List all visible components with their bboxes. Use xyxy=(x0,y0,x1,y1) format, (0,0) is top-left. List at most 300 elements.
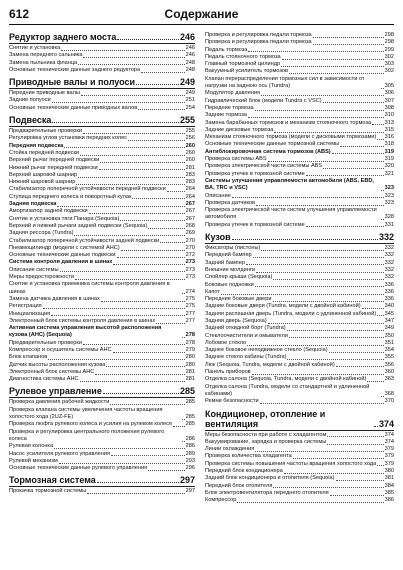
toc-entry-page: 320 xyxy=(384,163,394,170)
toc-entry-title: Антиблокировочная система тормозов (ABS) xyxy=(205,148,331,155)
dot-leader xyxy=(329,352,384,353)
dot-leader xyxy=(182,337,185,338)
toc-entry-page: 381 xyxy=(384,475,394,482)
toc-entry xyxy=(205,398,394,405)
toc-entry-page: 307 xyxy=(384,97,394,104)
dot-leader xyxy=(52,102,185,103)
toc-entry-page: 385 xyxy=(384,489,394,496)
toc-entry xyxy=(205,490,394,497)
toc-entry-page: 260 xyxy=(185,142,195,149)
toc-entry-page: 316 xyxy=(384,134,394,141)
dot-leader xyxy=(138,109,184,110)
toc-entry xyxy=(205,376,394,383)
dot-leader xyxy=(377,315,383,316)
toc-entry-page: 332 xyxy=(384,245,394,252)
toc-entry-page: 349 xyxy=(384,325,394,332)
toc-entry-title: Снятие и установка тяги Панара (Sequoia) xyxy=(9,215,120,222)
dot-leader xyxy=(273,279,383,280)
toc-entry-title: Передний бампер xyxy=(205,252,252,259)
toc-entry-title: Кузов xyxy=(205,232,231,243)
toc-entry xyxy=(205,303,394,310)
dot-leader xyxy=(110,404,184,405)
toc-entry xyxy=(205,260,394,267)
dot-leader xyxy=(54,448,185,449)
toc-entry-title: Проверка датчиков xyxy=(205,199,256,206)
toc-entry-page: 328 xyxy=(384,214,394,221)
toc-section xyxy=(205,232,394,242)
toc-entry-title: Предварительные проверки xyxy=(9,128,82,135)
toc-entry-page: 345 xyxy=(384,310,394,317)
toc-entry-title: Пневмоцилиндр (модели с системой AHC) xyxy=(9,244,120,251)
toc-entry xyxy=(205,32,394,39)
toc-entry-page: 332 xyxy=(384,252,394,259)
dot-leader xyxy=(255,451,383,452)
toc-entry-page: 268 xyxy=(185,222,195,229)
toc-entry xyxy=(9,274,195,281)
toc-entry xyxy=(205,105,394,112)
toc-entry-title: Блок клапанов xyxy=(9,354,48,361)
toc-entry-page: 279 xyxy=(185,346,195,353)
dot-leader xyxy=(141,72,185,73)
toc-entry xyxy=(9,354,195,361)
toc-entry xyxy=(205,439,394,446)
toc-entry-title: Система контроля давления в шинах xyxy=(9,259,113,266)
toc-entry-title: Люк (Sequoia, Tundra, модели с двойной кабиной) xyxy=(205,361,335,368)
dot-leader xyxy=(381,219,384,220)
dot-leader xyxy=(160,242,185,243)
dot-leader xyxy=(59,463,185,464)
dot-leader xyxy=(52,122,179,123)
toc-entry-page: 267 xyxy=(185,208,195,215)
section-rule xyxy=(9,88,195,89)
toc-entry-page: 351 xyxy=(384,339,394,346)
toc-entry-title: Проверка и регулировка педали тормоза xyxy=(205,39,312,46)
page-header xyxy=(9,6,394,25)
dot-leader xyxy=(100,162,184,163)
toc-entry xyxy=(9,216,195,223)
toc-entry-page: 260 xyxy=(185,157,195,164)
dot-leader xyxy=(43,308,185,309)
toc-entry-page: 285 xyxy=(179,386,195,397)
toc-entry-title: Основные технические данные тормозной системы xyxy=(205,141,340,148)
toc-entry xyxy=(205,98,394,105)
dot-leader xyxy=(287,359,383,360)
dot-leader xyxy=(306,175,384,176)
dot-leader xyxy=(323,102,384,103)
toc-column-right xyxy=(205,32,394,505)
toc-entry xyxy=(205,497,394,504)
dot-leader xyxy=(83,344,185,345)
toc-entry-title: Замена барабанных тормозов и механизм стояночного тормоза xyxy=(205,119,372,126)
toc-entry-title: Вакуумный усилитель тормозов xyxy=(205,68,288,75)
toc-entry-page: 302 xyxy=(384,68,394,75)
dot-leader xyxy=(113,352,185,353)
toc-entry-page: 370 xyxy=(384,398,394,405)
toc-entry-page: 297 xyxy=(179,475,195,486)
dot-leader xyxy=(274,132,383,133)
toc-entry-title: Лобовое стекло xyxy=(205,339,247,346)
toc-entry-page: 321 xyxy=(384,170,394,177)
toc-entry-page: 256 xyxy=(185,135,195,142)
toc-entry-page: 277 xyxy=(185,310,195,317)
toc-entry-title: Задняя подвеска xyxy=(9,201,57,208)
dot-leader xyxy=(247,345,384,346)
toc-entry-page: 379 xyxy=(384,460,394,467)
toc-entry-page: 267 xyxy=(185,215,195,222)
toc-entry-page: 355 xyxy=(384,354,394,361)
toc-entry xyxy=(9,90,195,97)
toc-entry-title: Рулевая колонка xyxy=(9,443,54,450)
toc-entry-title: Проверка системы ABS xyxy=(205,156,267,163)
toc-entry-title: Спойлер крыши (Sequoia) xyxy=(205,274,273,281)
toc-entry-page: 305 xyxy=(384,83,394,90)
toc-entry xyxy=(205,207,394,222)
toc-entry-page: 323 xyxy=(384,199,394,206)
toc-entry-page: 331 xyxy=(384,221,394,228)
toc-entry xyxy=(9,97,195,104)
toc-entry-page: 270 xyxy=(185,244,195,251)
toc-entry-page: 273 xyxy=(185,274,195,281)
toc-entry-page: 249 xyxy=(179,77,195,88)
toc-entry-title: Проверка утечек в тормозной системе xyxy=(205,221,305,228)
toc-entry-page: 380 xyxy=(384,468,394,475)
dot-leader xyxy=(99,169,185,170)
toc-entry-title: Основные технические данные рулевого управления xyxy=(9,465,148,472)
toc-entry-title: Верхний рычаг передней подвески xyxy=(9,157,100,164)
section-rule xyxy=(9,126,195,127)
toc-entry-title: Передний блок кондиционера xyxy=(205,468,283,475)
dot-leader xyxy=(256,272,384,273)
toc-entry-title: Стойка передней подвески xyxy=(9,149,80,156)
toc-entry xyxy=(9,157,195,164)
toc-entry-page: 283 xyxy=(185,171,195,178)
toc-entry-page: 255 xyxy=(185,128,195,135)
toc-entry-page: 323 xyxy=(384,185,394,192)
toc-entry xyxy=(205,289,394,296)
toc-entry-page: 379 xyxy=(384,446,394,453)
toc-entry-page: 275 xyxy=(185,303,195,310)
toc-entry-page: 286 xyxy=(185,443,195,450)
dot-leader xyxy=(323,168,384,169)
toc-entry-title: Заднее боковое неподвижное стекло (Sequoia) xyxy=(205,347,328,354)
toc-entry-page: 332 xyxy=(384,274,394,281)
toc-entry-page: 332 xyxy=(384,266,394,273)
toc-section xyxy=(9,115,195,125)
dot-leader xyxy=(381,190,384,191)
toc-entry-title: Предварительные проверки xyxy=(9,339,82,346)
toc-entry-title: Задний откидной борт (Tundra) xyxy=(205,325,286,332)
toc-entry-title: Механизм стояночного тормоза (модели с дисковыми тормозами) xyxy=(205,134,377,141)
toc-entry xyxy=(205,252,394,259)
toc-entry-page: 340 xyxy=(384,303,394,310)
toc-entry-page: 374 xyxy=(378,418,394,429)
toc-entry-title: Главный тормозной цилиндр xyxy=(205,61,281,68)
toc-subsection xyxy=(9,143,195,150)
toc-entry xyxy=(205,274,394,281)
toc-entry-page: 278 xyxy=(185,339,195,346)
toc-entry-page: 319 xyxy=(384,156,394,163)
toc-entry-title: Модулятор давления xyxy=(205,90,261,97)
dot-leader xyxy=(381,396,384,397)
toc-entry xyxy=(205,193,394,200)
toc-entry xyxy=(205,446,394,453)
toc-entry xyxy=(9,318,195,325)
toc-entry-page: 310 xyxy=(384,112,394,119)
dot-leader xyxy=(78,64,185,65)
toc-entry-page: 246 xyxy=(185,45,195,51)
toc-section xyxy=(9,77,195,87)
toc-entry-title: Отделка салона (Tundra, модели со стандартной и удлиненной кабинами) xyxy=(205,383,370,397)
dot-leader xyxy=(377,465,383,466)
dot-leader xyxy=(57,206,184,207)
dot-leader xyxy=(327,444,383,445)
toc-entry xyxy=(9,252,195,259)
dot-leader xyxy=(268,323,384,324)
toc-entry xyxy=(9,60,195,67)
toc-entry-title: Передние приводные валы xyxy=(9,90,80,97)
toc-entry-title: Тормозная система xyxy=(9,475,96,486)
toc-entry-title: Задняя дверь (Sequoia) xyxy=(205,317,267,324)
toc-entry xyxy=(205,340,394,347)
toc-entry-page: 350 xyxy=(384,332,394,339)
toc-entry-page: 386 xyxy=(384,497,394,504)
toc-entry-page: 286 xyxy=(185,435,195,442)
toc-entry xyxy=(205,311,394,318)
toc-entry-page: 323 xyxy=(384,192,394,199)
toc-entry-page: 299 xyxy=(384,46,394,53)
toc-entry-page: 313 xyxy=(384,119,394,126)
toc-entry-title: Проверка электрической части системы ABS xyxy=(205,163,323,170)
page-number: 612 xyxy=(9,7,30,21)
dot-leader xyxy=(330,495,384,496)
dot-leader xyxy=(232,239,378,240)
toc-entry-page: 281 xyxy=(185,376,195,383)
dot-leader xyxy=(121,250,185,251)
toc-entry-title: Проверка давления рабочей жидкости xyxy=(9,399,110,406)
toc-entry-title: Вакуумирование, зарядка и проверка системы xyxy=(205,438,327,445)
toc-entry xyxy=(9,135,195,142)
dot-leader xyxy=(293,458,384,459)
toc-entry-page: 260 xyxy=(185,149,195,156)
toc-entry-title: Редуктор заднего моста xyxy=(9,32,117,42)
toc-entry-title: Проверка электрической части систем улучшения управляемости автомобиля xyxy=(205,207,377,221)
toc-entry-page: 285 xyxy=(185,421,195,428)
toc-entry-page: 379 xyxy=(384,453,394,460)
toc-entry-page: 246 xyxy=(185,52,195,59)
toc-entry-page: 255 xyxy=(179,115,195,126)
toc-entry-title: Активная система управления высотой расположения кузова (AHC) (Sequoia) xyxy=(9,325,162,339)
toc-entry-title: Проверка системы повышения частоты вращения холостого хода xyxy=(205,460,377,467)
dot-leader xyxy=(61,50,184,51)
toc-entry-page: 280 xyxy=(185,361,195,368)
toc-entry-title: Кондиционер, отопление и вентиляция xyxy=(205,408,326,429)
toc-entry xyxy=(205,347,394,354)
dot-leader xyxy=(173,426,185,427)
toc-entry-page: 264 xyxy=(185,186,195,193)
toc-entry-title: Фиксаторы (пистоны) xyxy=(205,245,261,252)
toc-entry-page: 280 xyxy=(185,354,195,361)
toc-entry-page: 272 xyxy=(185,252,195,259)
dot-leader xyxy=(313,37,384,38)
dot-leader xyxy=(273,301,384,302)
toc-entry xyxy=(205,76,394,91)
toc-entry xyxy=(205,171,394,178)
toc-entry xyxy=(9,340,195,347)
toc-entry-title: Замена пыльника фланца xyxy=(9,59,78,66)
toc-entry-title: Отделка салона (Sequoia, Tundra, модели с двойной кабиной) xyxy=(205,376,367,383)
toc-entry-title: Проверка и регулировка педали тормоза xyxy=(205,32,312,38)
toc-entry-title: Меры предосторожности xyxy=(9,274,75,281)
toc-entry-title: Педаль тормоза xyxy=(205,46,248,53)
toc-entry xyxy=(9,67,195,74)
dot-leader xyxy=(367,381,383,382)
toc-entry xyxy=(9,223,195,230)
toc-section xyxy=(205,409,394,429)
toc-entry-page: 273 xyxy=(185,259,195,266)
dot-leader xyxy=(261,95,384,96)
dot-leader xyxy=(248,117,384,118)
toc-entry-page: 384 xyxy=(384,482,394,489)
toc-entry-title: Проверка утечек в тормозной системе xyxy=(205,170,305,177)
toc-entry-title: Ступица переднего колеса и поворотный кулак xyxy=(9,193,132,200)
dot-leader xyxy=(87,493,184,494)
toc-entry xyxy=(9,347,195,354)
toc-entry xyxy=(9,186,195,193)
toc-entry-title: Передние тормоза xyxy=(205,104,254,111)
toc-entry-title: Задняя рессора (Tundra) xyxy=(9,230,74,237)
toc-section xyxy=(9,32,195,42)
section-rule xyxy=(205,430,394,431)
dot-leader xyxy=(111,455,185,456)
toc-entry-title: Верхний и нижний рычаги задней подвески (Sequoia) xyxy=(9,222,148,229)
dot-leader xyxy=(81,95,185,96)
toc-entry-page: 296 xyxy=(185,465,195,472)
toc-section xyxy=(9,386,195,396)
dot-leader xyxy=(237,502,383,503)
toc-entry xyxy=(9,311,195,318)
dot-leader xyxy=(289,73,384,74)
toc-entry-page: 248 xyxy=(185,66,195,73)
dot-leader xyxy=(289,337,384,338)
toc-entry-page: 269 xyxy=(185,230,195,237)
dot-leader xyxy=(255,110,384,111)
toc-subsection xyxy=(9,325,195,340)
toc-subsection xyxy=(205,149,394,156)
toc-entry xyxy=(9,281,195,296)
toc-entry-title: Прокачка тормозной системы xyxy=(9,488,87,495)
dot-leader xyxy=(64,147,184,148)
toc-entry-title: Компрессор xyxy=(205,497,237,504)
toc-entry-title: Насос усилителя рулевого управления xyxy=(9,450,110,457)
toc-entry xyxy=(205,68,394,75)
toc-entry xyxy=(9,194,195,201)
dot-leader xyxy=(256,205,384,206)
toc-entry-title: Инициализация xyxy=(9,310,51,317)
dot-leader xyxy=(117,257,185,258)
toc-entry-page: 248 xyxy=(185,59,195,66)
toc-entry-page: 281 xyxy=(185,164,195,171)
dot-leader xyxy=(80,155,185,156)
dot-leader xyxy=(248,51,383,52)
toc-entry-title: Диагностика системы AHC xyxy=(9,376,79,383)
toc-entry xyxy=(205,483,394,490)
dot-leader xyxy=(273,487,383,488)
toc-entry xyxy=(9,458,195,465)
toc-entry xyxy=(9,303,195,310)
toc-entry-title: Линии охлаждения xyxy=(205,446,255,453)
toc-entry xyxy=(205,120,394,127)
toc-entry xyxy=(9,451,195,458)
toc-entry-title: Описание системы xyxy=(9,266,59,273)
toc-entry xyxy=(9,52,195,59)
toc-entry-page: 254 xyxy=(185,104,195,111)
dot-leader xyxy=(78,177,185,178)
toc-entry-title: Задний блок кондиционера и отопителя (Sequoia) xyxy=(205,475,335,482)
toc-entry-title: Задний бампер xyxy=(205,259,245,266)
toc-entry xyxy=(205,362,394,369)
dot-leader xyxy=(221,294,384,295)
toc-entry-title: Задние полуоси xyxy=(9,97,51,104)
toc-entry-page: 267 xyxy=(185,201,195,208)
dot-leader xyxy=(132,198,184,199)
dot-leader xyxy=(336,480,384,481)
toc-entry-page: 374 xyxy=(384,438,394,445)
dot-leader xyxy=(148,228,184,229)
toc-entry-title: Стабилизатор поперечной устойчивости передней подвески xyxy=(9,186,166,193)
toc-entry xyxy=(9,296,195,303)
toc-entry xyxy=(205,282,394,289)
toc-entry-title: Передние боковые двери xyxy=(205,296,272,303)
dot-leader xyxy=(182,419,185,420)
toc-entry xyxy=(205,453,394,460)
toc-entry xyxy=(9,407,195,422)
toc-entry xyxy=(9,105,195,112)
dot-leader xyxy=(51,315,185,316)
toc-entry-page: 298 xyxy=(384,39,394,46)
toc-entry-title: Передний блок отопителя xyxy=(205,482,273,489)
toc-entry-page: 332 xyxy=(384,259,394,266)
dot-leader xyxy=(282,59,384,60)
toc-entry xyxy=(9,165,195,172)
toc-entry-title: Проверка люфта рулевого колеса и усилия на рулевом колесе xyxy=(9,421,173,428)
toc-entry-page: 368 xyxy=(384,390,394,397)
toc-entry xyxy=(9,245,195,252)
toc-entry-page: 336 xyxy=(384,296,394,303)
dot-leader xyxy=(89,213,185,214)
toc-entry-title: Задняя распашная дверь (Tundra, модели с удлиненной кабиной) xyxy=(205,310,377,317)
toc-entry xyxy=(9,230,195,237)
dot-leader xyxy=(113,264,184,265)
dot-leader xyxy=(167,191,185,192)
toc-entry-page: 332 xyxy=(378,232,394,243)
toc-entry-title: Приводные валы и полуоси xyxy=(9,77,135,88)
dot-leader xyxy=(246,264,384,265)
dot-leader xyxy=(377,139,383,140)
dot-leader xyxy=(101,301,185,302)
toc-entry-page: 270 xyxy=(185,237,195,244)
toc-entry-title: Проверка количества хладагента xyxy=(205,453,292,460)
toc-entry-title: Замена датчика давления в шинах xyxy=(9,295,100,302)
toc-entry xyxy=(205,127,394,134)
dot-leader xyxy=(97,482,179,483)
toc-entry-page: 347 xyxy=(384,317,394,324)
toc-entry-page: 264 xyxy=(185,193,195,200)
toc-entry-title: Капот xyxy=(205,288,220,295)
dot-leader xyxy=(182,441,185,442)
toc-entry-page: 308 xyxy=(384,104,394,111)
toc-entry xyxy=(205,354,394,361)
dot-leader xyxy=(252,374,384,375)
